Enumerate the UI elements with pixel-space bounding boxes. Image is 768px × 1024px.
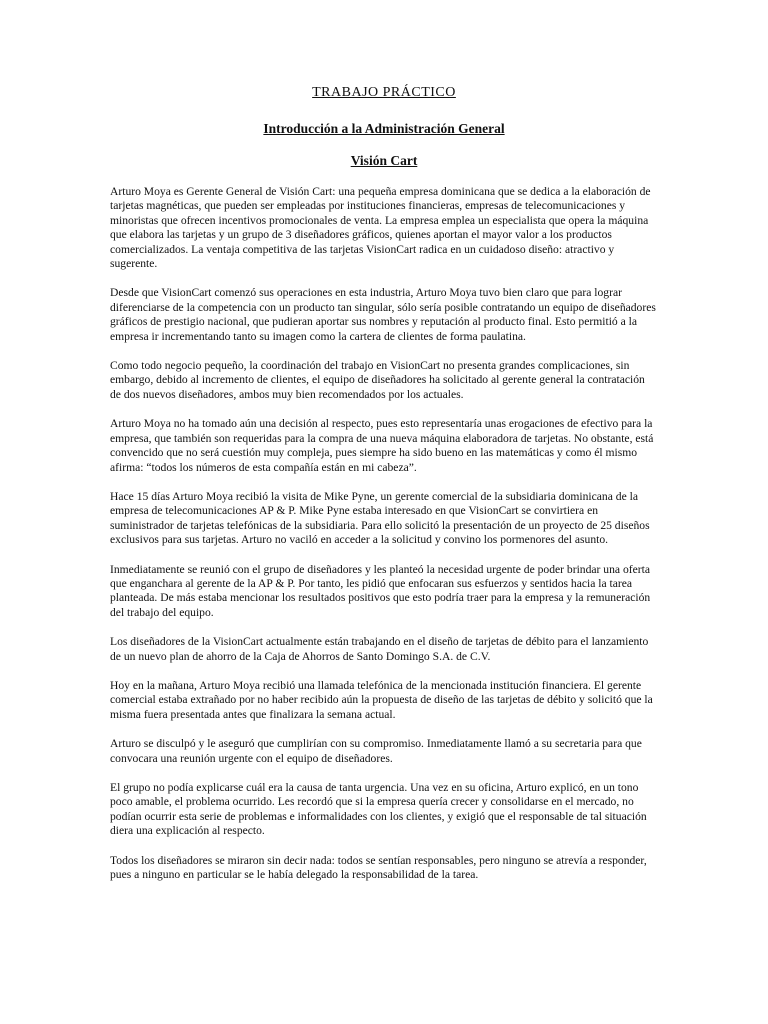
case-title: Visión Cart	[350, 153, 418, 168]
paragraph: Hace 15 días Arturo Moya recibió la visita de Mike Pyne, un gerente comercial de la subsidiaria dominicana de la empresa de telecomunicaciones AP & P. Mike Pyne estaba interesado en que VisionCart se convirtiera en suministrador de tarjetas telefónicas de la subsidiaria. Para ello solicitó la presentación de un proyecto de 25 diseños exclusivos para sus tarjetas. Arturo no vaciló en acceder a la solicitud y convino los pormenores del asunto.	[110, 489, 650, 547]
paragraph: Desde que VisionCart comenzó sus operaciones en esta industria, Arturo Moya tuvo bien claro que para lograr diferenciarse de la competencia con un producto tan singular, sólo sería posible contratando un equipo de diseñadores gráficos de prestigio nacional, que pudieran aportar sus nombres y reputación al producto final. Esto permitió a la empresa ir incrementando tanto su imagen como la cartera de clientes de forma paulatina.	[110, 286, 656, 343]
document-title: TRABAJO PRÁCTICO	[312, 85, 456, 100]
paragraph: Los diseñadores de la VisionCart actualmente están trabajando en el diseño de tarjetas de débito para el lanzamiento de un nuevo plan de ahorro de la Caja de Ahorros de Santo Domingo S.A. de C.V.	[110, 635, 649, 663]
paragraph: Arturo Moya no ha tomado aún una decisión al respecto, pues esto representaría unas erogaciones de efectivo para la empresa, que también son requeridas para la compra de una nueva máquina elaboradora de tarjetas. No obstante, está convencido que no será cuestión muy compleja, pues siempre ha sido bueno en las matemáticas y como él mismo afirma: “todos los números de esta compañía están en mi cabeza”.	[110, 417, 654, 474]
paragraph: Hoy en la mañana, Arturo Moya recibió una llamada telefónica de la mencionada institución financiera. El gerente comercial estaba extrañado por no haber recibido aún la propuesta de diseño de las tarjetas de débito y solicitó que la misma fuera presentada antes que finalizara la semana actual.	[110, 678, 653, 721]
paragraph: Arturo Moya es Gerente General de Visión Cart: una pequeña empresa dominicana que se dedica a la elaboración de tarjetas magnéticas, que pueden ser empleadas por instituciones financieras, empresas de telecomunicaciones y minoristas que ofrecen incentivos promocionales de venta. La empresa emplea un especialista que opera la máquina que elabora las tarjetas y un grupo de 3 diseñadores gráficos, quienes aportan el mayor valor a los productos comercializados. La ventaja competitiva de las tarjetas VisionCart radica en un cuidadoso diseño: atractivo y sugerente.	[110, 185, 651, 271]
document-subtitle: Introducción a la Administración General	[263, 121, 505, 136]
paragraph: Todos los diseñadores se miraron sin decir nada: todos se sentían responsables, pero ninguno se atrevía a responder, pues a ninguno en particular se le había delegado la responsabilidad de la tarea.	[110, 853, 647, 882]
document-body	[110, 185, 658, 897]
paragraph: Como todo negocio pequeño, la coordinación del trabajo en VisionCart no presenta grandes complicaciones, sin embargo, debido al incremento de clientes, el equipo de diseñadores ha solicitado al gerente general la contratación de dos nuevos diseñadores, ambos muy bien recomendados por los actuales.	[110, 359, 645, 401]
paragraph: Inmediatamente se reunió con el grupo de diseñadores y les planteó la necesidad urgente de poder brindar una oferta que enganchara al gerente de la AP & P. Por tanto, les pidió que enfocaran sus esfuerzos y sentidos hacia la tarea planteada. De más estaba mencionar los resultados positivos que esto podría traer para la empresa y la remuneración del trabajo del equipo.	[110, 562, 651, 619]
paragraph: Arturo se disculpó y le aseguró que cumplirían con su compromiso. Inmediatamente llamó a su secretaria para que convocara una reunión urgente con el equipo de diseñadores.	[110, 737, 642, 765]
paragraph: El grupo no podía explicarse cuál era la causa de tanta urgencia. Una vez en su oficina, Arturo explicó, en un tono poco amable, el problema ocurrido. Les recordó que si la empresa quería crecer y consolidarse en el mercado, no podían ocurrir esta serie de problemas e informalidades con los clientes, y exigió que el responsable de tal situación diera una explicación al respecto.	[110, 781, 647, 838]
